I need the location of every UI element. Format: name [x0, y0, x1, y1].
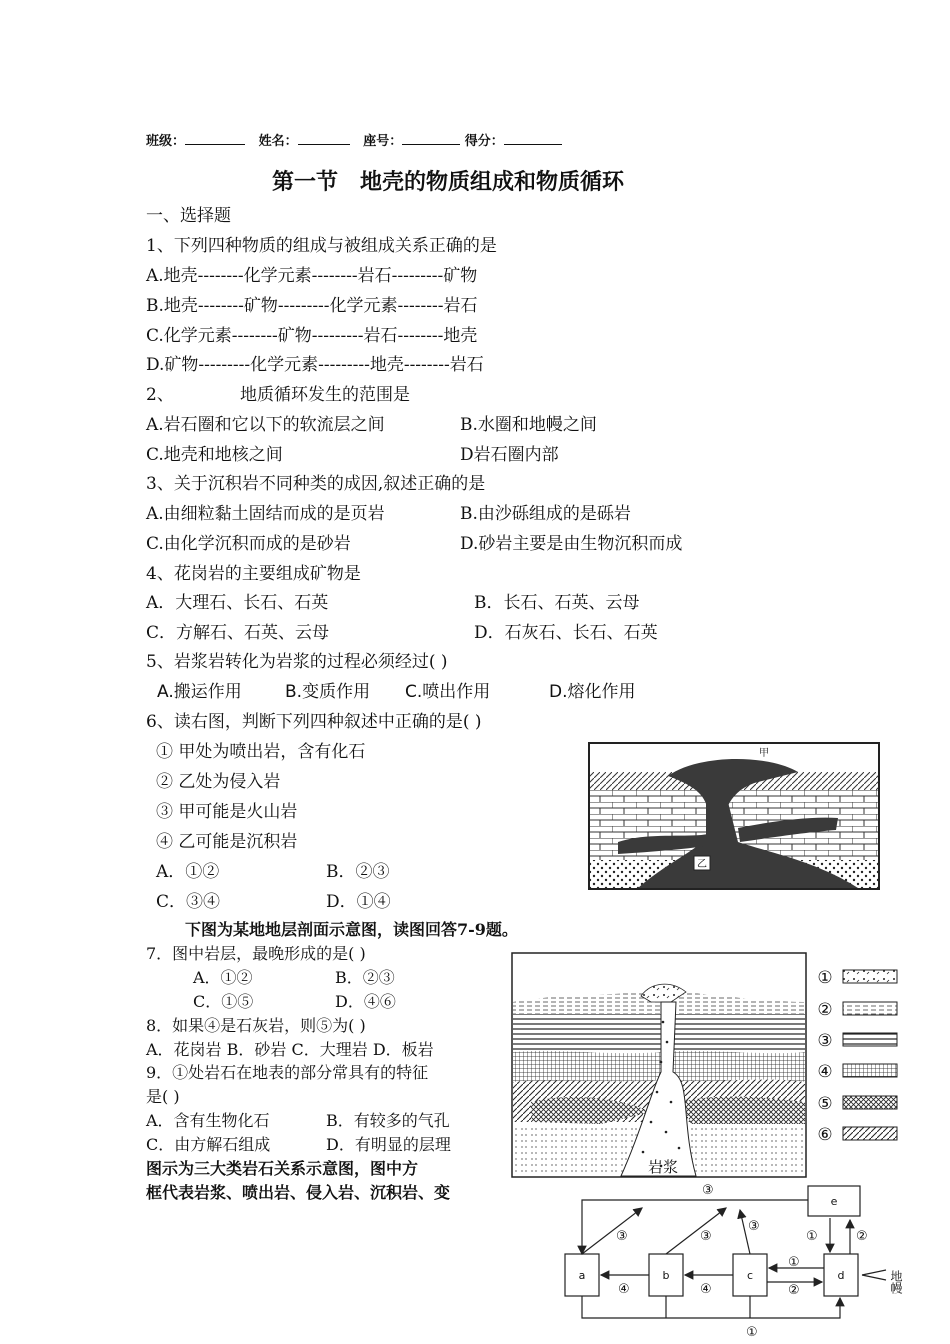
- q2-option-b: B.水圈和地幔之间: [460, 415, 597, 435]
- q6-option-c: C．③④: [156, 892, 221, 912]
- q1-stem: 1、下列四种物质的组成与被组成关系正确的是: [146, 236, 497, 256]
- arrow-num-a: ③: [616, 1229, 628, 1244]
- name-blank[interactable]: [298, 130, 350, 145]
- q7-option-c: C．①⑤: [193, 992, 254, 1011]
- strata-legend: [817, 968, 897, 1145]
- legend-swatch-2: [843, 1002, 897, 1015]
- arrow-num-bottom: ①: [746, 1325, 758, 1340]
- q3-option-d: D.砂岩主要是由生物沉积而成: [460, 534, 683, 554]
- q7-stem: 7．图中岩层，最晚形成的是( ): [146, 944, 366, 963]
- label-a: a: [578, 1269, 586, 1282]
- legend-num-3: ③: [817, 1031, 833, 1051]
- label-d: d: [837, 1269, 845, 1282]
- q3-option-c: C.由化学沉积而成的是砂岩: [146, 534, 351, 554]
- arrow-num-c: ③: [748, 1219, 760, 1234]
- score-label: 得分：: [464, 134, 504, 149]
- q9-option-a: A．含有生物化石: [146, 1111, 270, 1130]
- label-b: b: [662, 1269, 670, 1282]
- q2-number: 2、: [146, 385, 174, 405]
- legend-num-6: ⑥: [817, 1125, 833, 1145]
- q9-stem-line1: 9．①处岩石在地表的部分常具有的特征: [146, 1063, 429, 1082]
- q4-option-d: D．石灰石、长石、石英: [474, 623, 658, 643]
- rock-cycle-intro-line1: 图示为三大类岩石关系示意图，图中方: [146, 1159, 419, 1178]
- q6-statement-1: ① 甲处为喷出岩，含有化石: [156, 742, 366, 762]
- q5-option-c: C.喷出作用: [405, 682, 491, 702]
- arrow-num-ba: ④: [618, 1282, 630, 1297]
- q4-stem: 4、花岗岩的主要组成矿物是: [146, 564, 361, 584]
- section-heading: 一、选择题: [146, 206, 231, 226]
- q6-stem: 6、读右图，判断下列四种叙述中正确的是( ): [146, 712, 482, 732]
- q1-option-d: D.矿物---------化学元素---------地壳--------岩石: [146, 355, 484, 375]
- q5-option-a: A.搬运作用: [157, 682, 242, 702]
- q9-stem-line2: 是( ): [146, 1087, 180, 1106]
- q6-option-b: B．②③: [326, 862, 390, 882]
- q1-option-b: B.地壳--------矿物---------化学元素--------岩石: [146, 296, 478, 316]
- q9-option-b: B．有较多的气孔: [326, 1111, 450, 1130]
- rock-cycle-diagram: [560, 1178, 916, 1340]
- q6-fig-yi: 乙: [697, 859, 707, 870]
- q7-9-intro: 下图为某地地层剖面示意图，读图回答7-9题。: [185, 920, 518, 939]
- q8-stem: 8．如果④是石灰岩，则⑤为( ): [146, 1016, 366, 1035]
- legend-swatch-4: [843, 1064, 897, 1077]
- class-label: 班级：: [146, 134, 186, 149]
- legend-swatch-5: [843, 1096, 897, 1109]
- arrow-num-b: ③: [700, 1229, 712, 1244]
- legend-swatch-1: [843, 970, 897, 983]
- legend-swatch-6: [843, 1127, 897, 1140]
- q8-options: A．花岗岩 B．砂岩 C．大理岩 D．板岩: [146, 1040, 434, 1059]
- q3-option-b: B.由沙砾组成的是砾岩: [460, 504, 631, 524]
- student-info-line: [146, 130, 562, 149]
- q9-option-c: C．由方解石组成: [146, 1135, 271, 1154]
- name-label: 姓名：: [258, 134, 298, 149]
- q6-fig-jia: 甲: [759, 748, 769, 759]
- q9-option-d: D．有明显的层理: [326, 1135, 451, 1154]
- q5-option-b: B.变质作用: [285, 682, 371, 702]
- label-e: e: [830, 1195, 838, 1208]
- q3-option-a: A.由细粒黏土固结而成的是页岩: [146, 504, 385, 524]
- q2-stem: 地质循环发生的范围是: [240, 385, 410, 405]
- magma-label: 岩浆: [647, 1158, 679, 1176]
- q5-stem: 5、岩浆岩转化为岩浆的过程必须经过( ): [146, 652, 448, 672]
- legend-num-1: ①: [817, 968, 833, 988]
- seat-blank[interactable]: [402, 130, 460, 145]
- legend-num-2: ②: [817, 1000, 833, 1020]
- q7-option-a: A．①②: [193, 968, 253, 987]
- q6-geology-figure: [588, 742, 880, 890]
- arrow-num-cd: ②: [788, 1283, 800, 1298]
- arrow-num-top: ③: [702, 1183, 714, 1198]
- q7-option-d: D．④⑥: [335, 992, 396, 1011]
- strata-cross-section-figure: [511, 952, 903, 1178]
- rock-cycle-intro-line2: 框代表岩浆、喷出岩、侵入岩、沉积岩、变: [146, 1183, 451, 1202]
- legend-swatch-3: [843, 1033, 897, 1046]
- q2-option-a: A.岩石圈和它以下的软流层之间: [146, 415, 385, 435]
- score-blank[interactable]: [504, 130, 562, 145]
- q6-statement-3: ③ 甲可能是火山岩: [156, 802, 298, 822]
- legend-num-5: ⑤: [817, 1094, 833, 1114]
- label-c: c: [746, 1269, 754, 1282]
- q6-option-a: A．①②: [156, 862, 220, 882]
- q6-statement-2: ② 乙处为侵入岩: [156, 772, 281, 792]
- q7-option-b: B．②③: [335, 968, 395, 987]
- arrow-num-de: ②: [856, 1229, 868, 1244]
- class-blank[interactable]: [185, 130, 245, 145]
- q6-option-d: D．①④: [326, 892, 391, 912]
- q1-option-a: A.地壳--------化学元素--------岩石---------矿物: [146, 266, 478, 286]
- legend-num-4: ④: [817, 1062, 833, 1082]
- q6-statement-4: ④ 乙可能是沉积岩: [156, 832, 298, 852]
- seat-label: 座号：: [363, 134, 403, 149]
- q4-option-b: B．长石、石英、云母: [474, 593, 640, 613]
- q5-option-d: D.熔化作用: [549, 682, 636, 702]
- arrow-num-ed: ①: [806, 1229, 818, 1244]
- arrow-num-dc: ①: [788, 1255, 800, 1270]
- q4-option-a: A．大理石、长石、石英: [146, 593, 329, 613]
- q2-option-c: C.地壳和地核之间: [146, 445, 283, 465]
- page-title: 第一节 地壳的物质组成和物质循环: [272, 170, 625, 195]
- q3-stem: 3、关于沉积岩不同种类的成因,叙述正确的是: [146, 474, 486, 494]
- arrow-num-cb: ④: [700, 1282, 712, 1297]
- mantle-label: 地幔: [889, 1270, 903, 1294]
- q2-option-d: D岩石圈内部: [460, 445, 559, 465]
- q1-option-c: C.化学元素--------矿物---------岩石--------地壳: [146, 326, 478, 346]
- q4-option-c: C．方解石、石英、云母: [146, 623, 330, 643]
